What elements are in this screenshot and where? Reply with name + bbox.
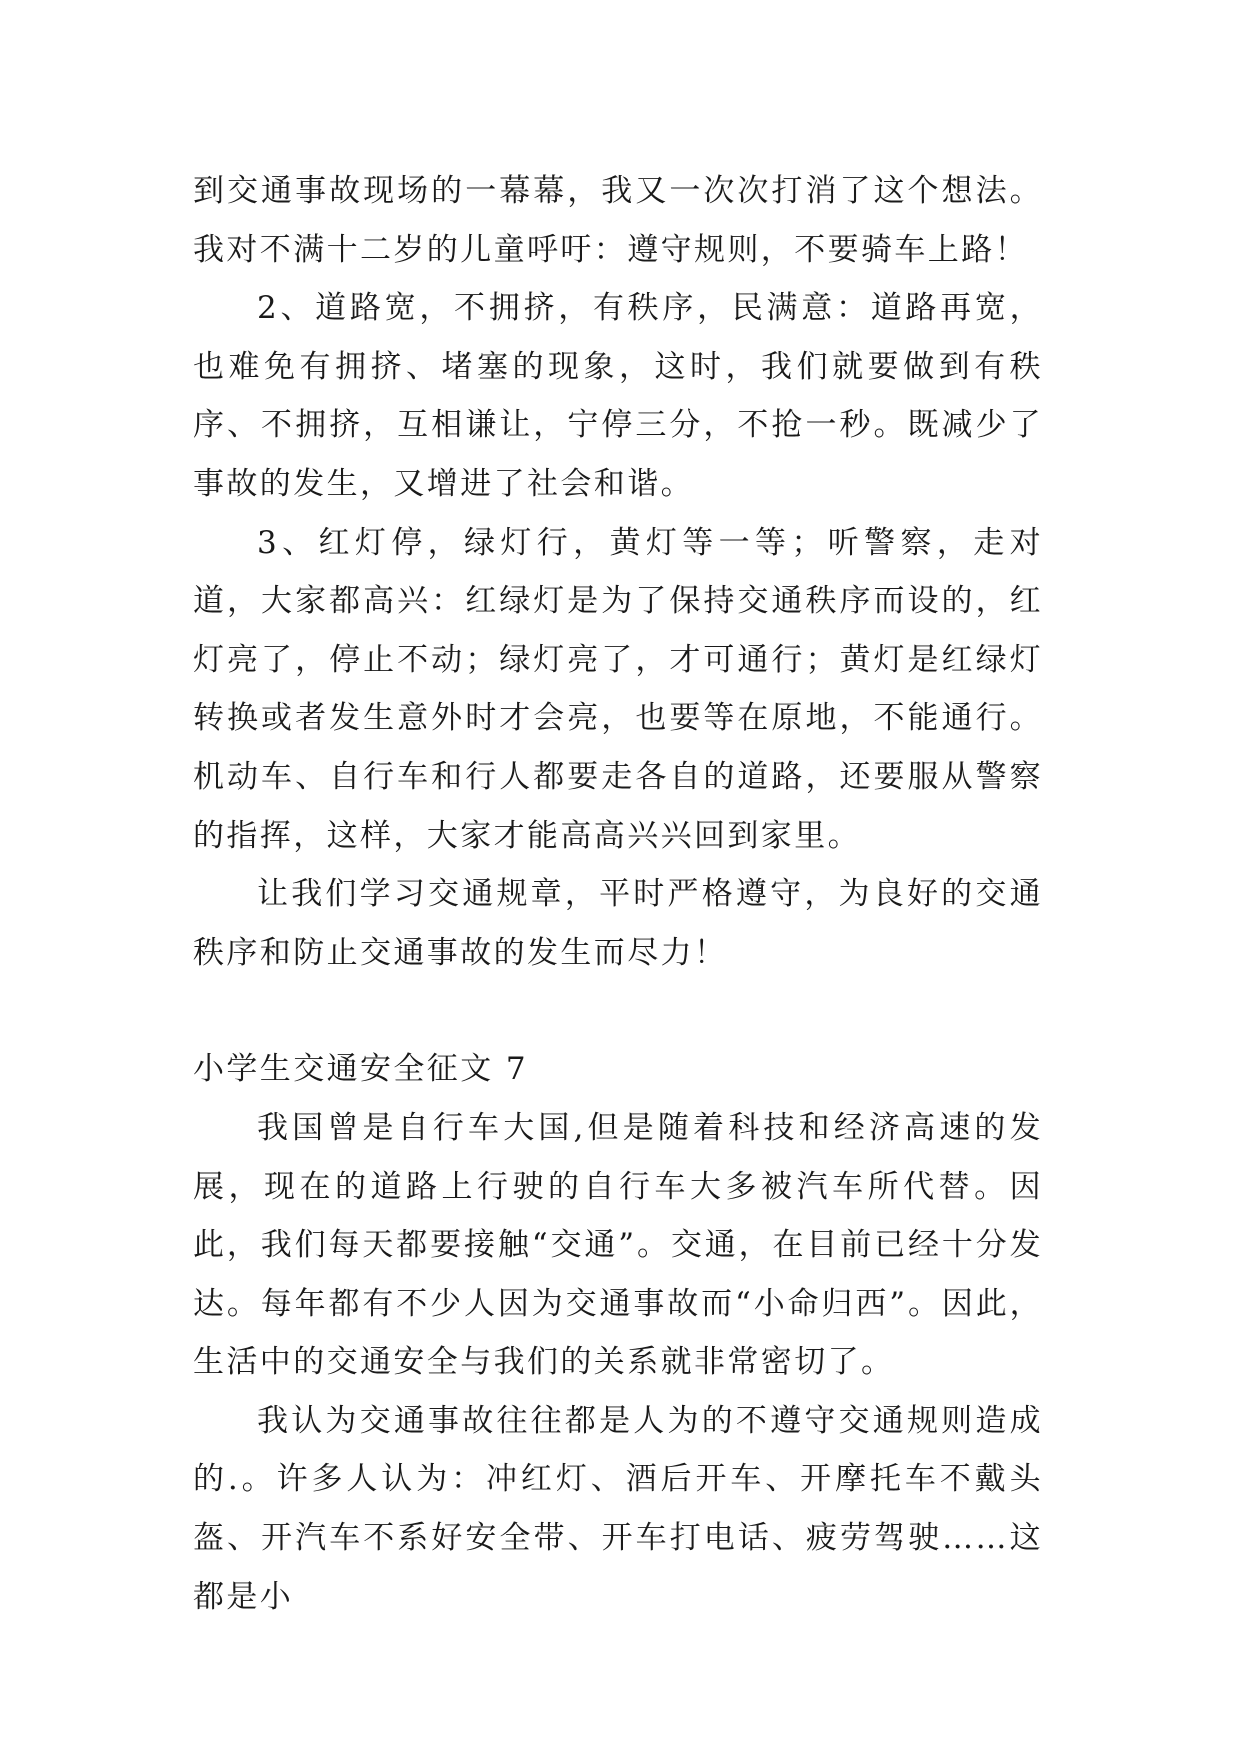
paragraph-2: 2、道路宽，不拥挤，有秩序，民满意：道路再宽，也难免有拥挤、堵塞的现象，这时，我们就要做到有秩序、不拥挤，互相谦让，宁停三分，不抢一秒。既减少了事故的发生，又增进了社会和谐。 — [193, 290, 1043, 502]
paragraph-3: 3、红灯停，绿灯行，黄灯等一等；听警察，走对道，大家都高兴：红绿灯是为了保持交通秩序而设的，红灯亮了，停止不动；绿灯亮了，才可通行；黄灯是红绿灯转换或者发生意外时才会亮，也要等在原地，不能通行。机动车、自行车和行人都要走各自的道路，还要服从警察的指挥，这样，大家才能高高兴兴回到家里。 — [193, 524, 1043, 854]
paragraph-4: 让我们学习交通规章，平时严格遵守，为良好的交通秩序和防止交通事故的发生而尽力！ — [193, 876, 1043, 971]
document-body — [193, 162, 1043, 1626]
paragraph-1: 到交通事故现场的一幕幕，我又一次次打消了这个想法。我对不满十二岁的儿童呼吁：遵守规则，不要骑车上路！ — [193, 173, 1043, 268]
paragraph-5: 我国曾是自行车大国,但是随着科技和经济高速的发展，现在的道路上行驶的自行车大多被汽车所代替。因此，我们每天都要接触“交通”。交通，在目前已经十分发达。每年都有不少人因为交通事故而“小命归西”。因此，生活中的交通安全与我们的关系就非常密切了。 — [193, 1109, 1043, 1381]
paragraph-6: 我认为交通事故往往都是人为的不遵守交通规则造成的.。许多人认为：冲红灯、酒后开车、开摩托车不戴头盔、开汽车不系好安全带、开车打电话、疲劳驾驶……这都是小 — [193, 1402, 1043, 1615]
section-spacer — [193, 982, 1043, 1040]
section-title: 小学生交通安全征文 7 — [193, 1051, 528, 1088]
